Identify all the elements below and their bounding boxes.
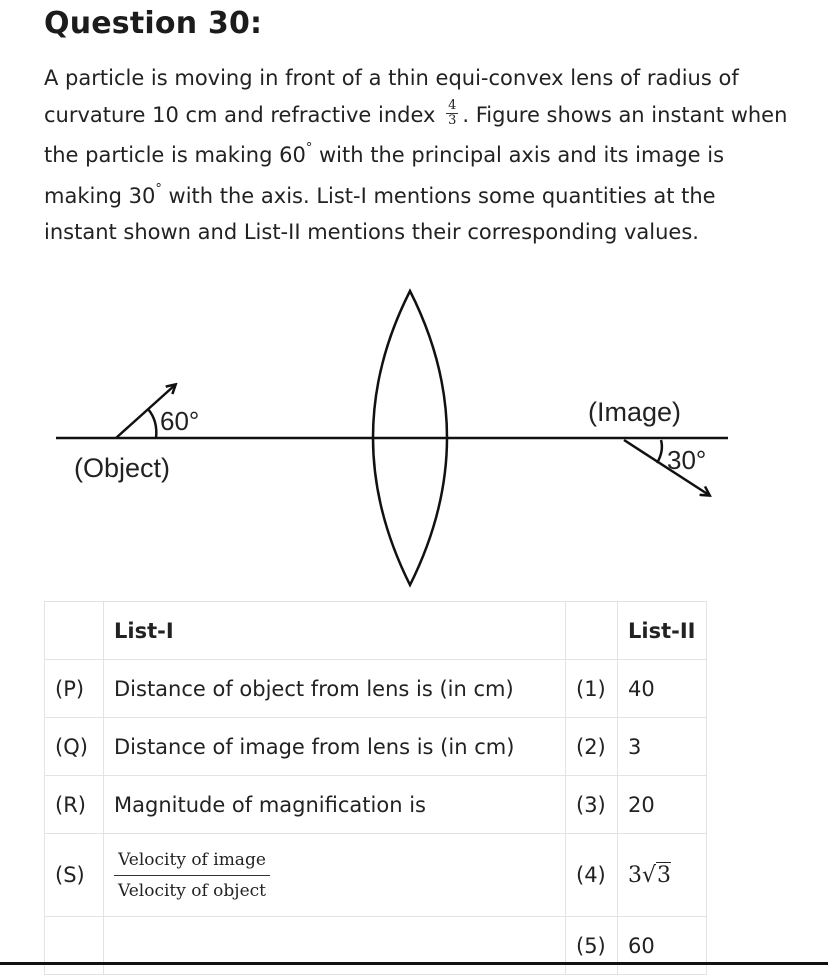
question-text-part-4: with the axis. List-I mentions some quantities at the instant shown and List-II mentions their corresponding values. xyxy=(44,183,716,245)
option-value: 20 xyxy=(618,776,707,834)
table-row xyxy=(45,834,707,917)
row-label: (R) xyxy=(45,776,104,834)
table-header-row xyxy=(45,602,707,660)
row-label: (Q) xyxy=(45,718,104,776)
image-label: (Image) xyxy=(588,397,682,427)
option-number: (5) xyxy=(566,917,618,975)
row-label xyxy=(45,917,104,975)
option-value: 40 xyxy=(618,660,707,718)
question-text-part-2: . Figure shows an instant when the particle is making 60 xyxy=(44,102,788,168)
question-text xyxy=(44,60,789,251)
question-title: Question 30: xyxy=(44,6,263,41)
fraction-numerator: 4 xyxy=(448,98,457,114)
velocity-ratio-numerator: Velocity of image xyxy=(114,847,270,876)
option-number: (3) xyxy=(566,776,618,834)
option-value: 3 xyxy=(618,718,707,776)
velocity-ratio-denominator: Velocity of object xyxy=(118,880,266,901)
row-description: Magnitude of magnification is xyxy=(104,776,566,834)
row-description: Distance of object from lens is (in cm) xyxy=(104,660,566,718)
sqrt-symbol: √ xyxy=(642,862,657,888)
row-label: (P) xyxy=(45,660,104,718)
matching-table xyxy=(44,601,707,975)
value-radicand: 3 xyxy=(657,862,672,888)
object-angle-label: 60° xyxy=(160,406,200,436)
table-row xyxy=(45,776,707,834)
table-row xyxy=(45,718,707,776)
option-number: (4) xyxy=(566,834,618,917)
image-angle-arc xyxy=(657,440,662,463)
row-description xyxy=(104,917,566,975)
fraction-denominator: 3 xyxy=(448,113,457,129)
degree-symbol-2: ° xyxy=(155,181,162,197)
image-angle-label: 30° xyxy=(667,445,707,475)
list-1-header: List-I xyxy=(104,602,566,660)
object-label: (Object) xyxy=(74,453,171,483)
question-text-part-1: A particle is moving in front of a thin equi-convex lens of radius of curvature 10 cm and refractive index xyxy=(44,66,739,127)
value-coefficient: 3 xyxy=(628,862,642,888)
option-number: (2) xyxy=(566,718,618,776)
table-cell-empty xyxy=(45,602,104,660)
lens-figure xyxy=(0,285,828,595)
list-2-header: List-II xyxy=(618,602,707,660)
table-cell-empty xyxy=(566,602,618,660)
row-description: Distance of image from lens is (in cm) xyxy=(104,718,566,776)
option-value: 60 xyxy=(618,917,707,975)
row-description xyxy=(104,834,566,917)
object-angle-arc xyxy=(148,409,156,438)
refractive-index-fraction xyxy=(446,99,458,128)
degree-symbol-1: ° xyxy=(305,141,313,157)
row-label: (S) xyxy=(45,834,104,917)
option-number: (1) xyxy=(566,660,618,718)
question-text-part-3: with the principal axis and its image is making 30 xyxy=(44,143,725,208)
table-row xyxy=(45,917,707,975)
table-row xyxy=(45,660,707,718)
velocity-ratio-fraction xyxy=(114,847,270,904)
option-value xyxy=(618,834,707,917)
